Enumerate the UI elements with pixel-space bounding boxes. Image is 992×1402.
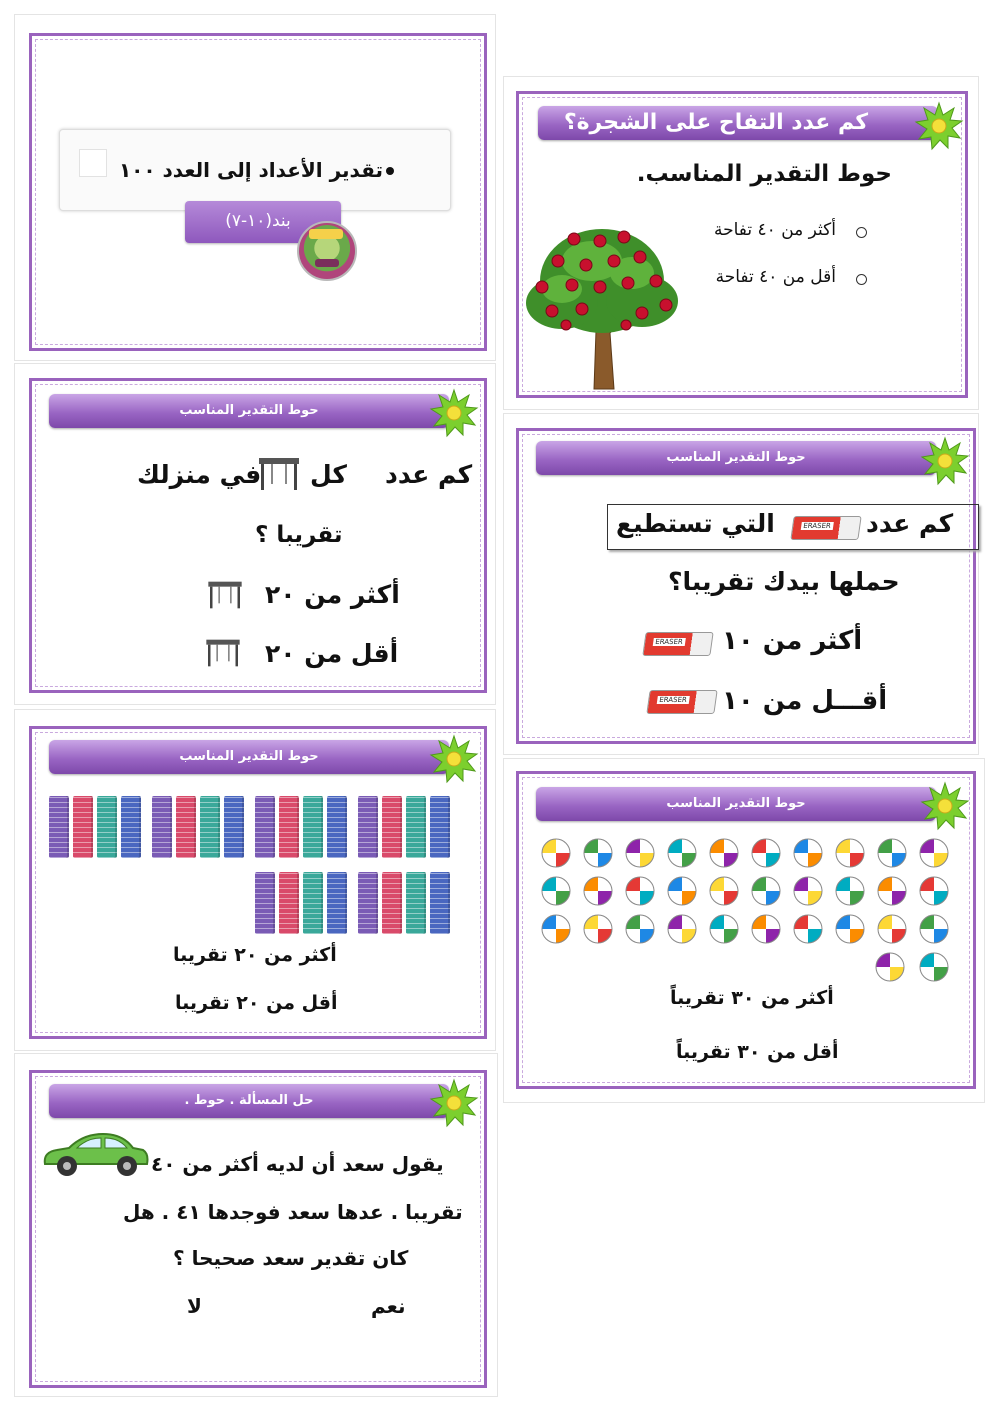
ruler-icon	[73, 796, 93, 858]
beach-ball-icon	[582, 837, 614, 869]
ruler-icon	[255, 796, 275, 858]
table-icon	[203, 638, 243, 668]
ruler-icon	[279, 872, 299, 934]
beach-ball-icon	[918, 837, 950, 869]
sunflower-icon	[920, 436, 970, 486]
question-text: كم عدد	[866, 509, 954, 538]
sunflower-icon	[914, 101, 964, 151]
ruler-icon	[152, 796, 172, 858]
beach-ball-icon	[918, 913, 950, 945]
eraser-label: ERASER	[802, 522, 832, 530]
ruler-icon	[430, 796, 450, 858]
eraser-label: ERASER	[654, 638, 684, 646]
radio-bullet-icon[interactable]	[856, 274, 867, 285]
ruler-icon	[382, 796, 402, 858]
option-less[interactable]: أقـــل من ١٠	[722, 686, 888, 716]
question-text: كل	[310, 460, 347, 489]
beach-ball-icon	[792, 875, 824, 907]
ruler-icon	[327, 796, 347, 858]
beach-ball-icon	[750, 837, 782, 869]
problem-line1: يقول سعد أن لديه أكثر من ٤٠	[151, 1152, 444, 1176]
question-text: كم عدد	[385, 460, 473, 489]
beach-ball-icon	[876, 875, 908, 907]
eraser-icon	[790, 516, 861, 540]
ruler-icon	[49, 796, 69, 858]
beach-ball-icon	[792, 913, 824, 945]
eraser-card	[503, 413, 979, 755]
beach-ball-icon	[624, 913, 656, 945]
card-header: حوط التقدير المناسب	[536, 441, 936, 475]
page-title: تقدير الأعداد إلى العدد ١٠٠	[118, 158, 383, 182]
beach-ball-icon	[540, 875, 572, 907]
beach-ball-icon	[918, 875, 950, 907]
option-more[interactable]: أكثر من ٢٠	[265, 580, 400, 609]
beach-ball-icon	[582, 913, 614, 945]
beach-ball-icon	[834, 875, 866, 907]
beach-ball-icon	[876, 913, 908, 945]
question-text: في منزلك	[137, 460, 262, 489]
book-logo-icon	[297, 221, 357, 281]
beach-ball-icon	[624, 875, 656, 907]
ruler-icon	[358, 796, 378, 858]
ruler-icon	[430, 872, 450, 934]
table-icon	[257, 456, 301, 492]
option-more[interactable]: أكثر من ١٠	[722, 626, 863, 656]
question-line2: حملها بيدك تقريبا؟	[668, 567, 900, 596]
beach-ball-icon	[540, 913, 572, 945]
apple-prompt: حوط التقدير المناسب.	[636, 161, 892, 187]
ruler-icon	[200, 796, 220, 858]
beach-ball-icon	[874, 951, 906, 983]
option-less[interactable]: أقل من ٣٠ تقريباً	[676, 1041, 839, 1063]
title-bullet-icon	[386, 167, 394, 175]
table-card	[14, 363, 496, 705]
problem-card	[14, 1053, 498, 1397]
apple-option-more[interactable]: أكثر من ٤٠ تفاحة	[714, 220, 836, 240]
beach-ball-icon	[708, 913, 740, 945]
eraser-label: ERASER	[658, 696, 688, 704]
beach-ball-icon	[666, 875, 698, 907]
ruler-icon	[406, 796, 426, 858]
section-label: بند(١٠-٧)	[225, 211, 291, 231]
ruler-card	[14, 709, 496, 1051]
option-more[interactable]: أكثر من ٢٠ تقريبا	[173, 944, 337, 966]
ruler-icon	[303, 796, 323, 858]
beach-ball-icon	[792, 837, 824, 869]
table-icon	[205, 580, 245, 610]
card-header: كم عدد التفاح على الشجرة؟	[538, 106, 938, 140]
beach-ball-icon	[624, 837, 656, 869]
beach-ball-icon	[708, 875, 740, 907]
beach-ball-icon	[834, 837, 866, 869]
toy-car-icon	[39, 1132, 151, 1178]
option-less[interactable]: أقل من ٢٠	[265, 639, 399, 668]
beach-ball-icon	[876, 837, 908, 869]
beach-ball-icon	[834, 913, 866, 945]
ruler-icon	[327, 872, 347, 934]
answer-yes[interactable]: نعم	[371, 1294, 406, 1318]
ruler-group	[15, 710, 497, 960]
option-more[interactable]: أكثر من ٣٠ تقريباً	[670, 987, 834, 1009]
title-card	[14, 14, 496, 361]
beach-ball-icon	[750, 913, 782, 945]
problem-line3: كان تقدير سعد صحيحا ؟	[173, 1246, 409, 1270]
beach-ball-icon	[666, 837, 698, 869]
beach-ball-icon	[750, 875, 782, 907]
ruler-icon	[224, 796, 244, 858]
ruler-icon	[406, 872, 426, 934]
question-line2: تقريبا ؟	[255, 522, 343, 548]
beach-ball-icon	[540, 837, 572, 869]
question-text: التي تستطيع	[616, 509, 775, 538]
ruler-icon	[255, 872, 275, 934]
card-header: حل المسألة . حوط .	[49, 1084, 449, 1118]
apple-card	[503, 76, 979, 410]
ruler-icon	[97, 796, 117, 858]
ruler-icon	[176, 796, 196, 858]
beach-ball-icon	[708, 837, 740, 869]
beach-ball-icon	[666, 913, 698, 945]
radio-bullet-icon[interactable]	[856, 227, 867, 238]
option-less[interactable]: أقل من ٢٠ تقريبا	[175, 992, 338, 1014]
sunflower-icon	[429, 388, 479, 438]
card-header: حوط التقدير المناسب	[536, 787, 936, 821]
ruler-icon	[121, 796, 141, 858]
checkbox-icon	[79, 149, 107, 177]
apple-tree-image	[522, 221, 682, 391]
eraser-icon	[646, 690, 717, 714]
problem-line2: تقريبا . عدها سعد فوجدها ٤١ . هل	[123, 1200, 463, 1224]
beach-ball-icon	[582, 875, 614, 907]
ball-card	[503, 758, 985, 1103]
beach-ball-icon	[918, 951, 950, 983]
ruler-icon	[358, 872, 378, 934]
answer-no[interactable]: لا	[187, 1294, 202, 1318]
card-header: حوط التقدير المناسب	[49, 740, 449, 774]
ruler-icon	[382, 872, 402, 934]
card-header: حوط التقدير المناسب	[49, 394, 449, 428]
eraser-icon	[642, 632, 713, 656]
sunflower-icon	[429, 1078, 479, 1128]
ruler-icon	[279, 796, 299, 858]
ruler-icon	[303, 872, 323, 934]
beach-ball-group	[504, 759, 986, 989]
apple-option-less[interactable]: أقل من ٤٠ تفاحة	[715, 267, 836, 287]
